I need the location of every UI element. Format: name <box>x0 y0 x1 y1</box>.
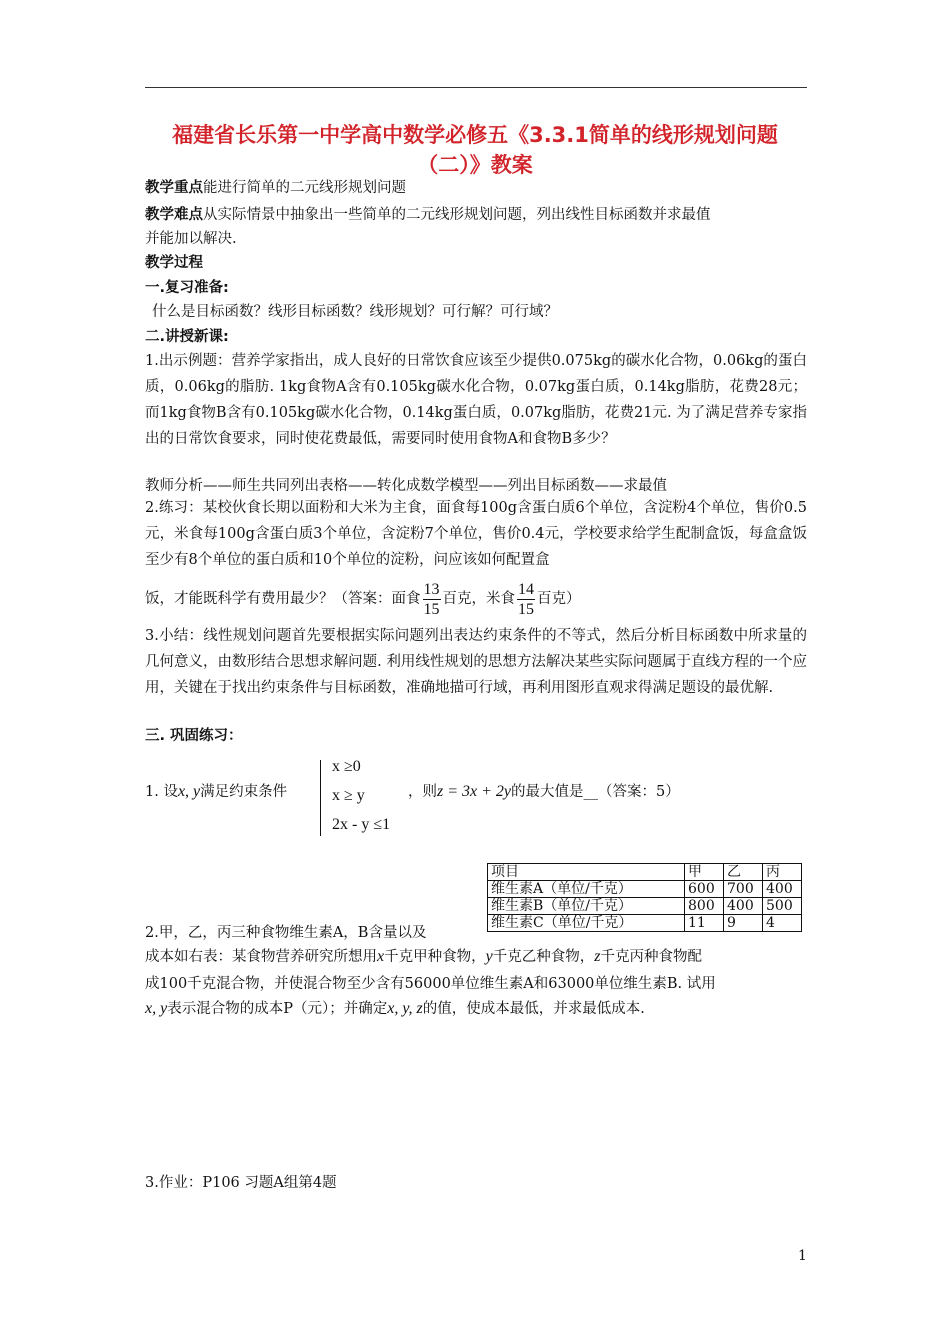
q2-var-z: z <box>594 948 601 965</box>
process-heading: 教学过程 <box>145 255 203 271</box>
fraction-13-15 <box>423 580 441 619</box>
teaching-focus <box>145 178 406 198</box>
section1-heading: 一.复习准备: <box>145 280 229 296</box>
q2-line3: 成100千克混合物，并使混合物至少含有56000单位维生素A和63000单位维生素B. 试用 <box>145 976 716 992</box>
table-cell: 11 <box>685 915 724 932</box>
q1-suffix: 的最大值是__（答案：5） <box>511 784 680 800</box>
table-cell: 600 <box>685 881 724 898</box>
q2-line2-d: 千克丙种食物配 <box>600 949 702 965</box>
table-row <box>488 898 802 915</box>
q2-line1: 2.甲，乙，丙三种食物维生素A，B含量以及 <box>145 925 427 941</box>
table-cell: 400 <box>724 898 763 915</box>
q2-vars-xy: x, y <box>145 1000 168 1017</box>
constraint-2: x ≥ y <box>332 787 365 804</box>
q2-line2-c: 千克乙种食物， <box>492 949 595 965</box>
table-header-cell: 项目 <box>488 864 685 881</box>
constraint-3: 2x - y ≤1 <box>332 816 391 833</box>
table-row <box>488 881 802 898</box>
practice-answer-b: 百克，米食 <box>442 591 515 607</box>
teacher-analysis: 教师分析——师生共同列出表格——转化成数学模型——列出目标函数——求最值 <box>145 478 667 494</box>
table-header-cell: 丙 <box>763 864 802 881</box>
q2-line2-a: 成本如右表：某食物营养研究所想用 <box>145 949 377 965</box>
q2-line2-b: 千克甲种食物， <box>384 949 486 965</box>
focus-label: 教学重点 <box>145 180 203 196</box>
practice-answer-a: 饭，才能既科学有费用最少？（答案：面食 <box>145 591 421 607</box>
section2-heading: 二.讲授新课: <box>145 329 229 345</box>
header-rule <box>145 87 807 88</box>
table-header-row <box>488 864 802 881</box>
q1-prefix-line <box>145 782 287 802</box>
q2-var-x: x <box>377 948 385 965</box>
q2-var-y: y <box>485 948 493 965</box>
vitamin-table <box>487 863 802 932</box>
doc-title-line1: 福建省长乐第一中学高中数学必修五《3.3.1简单的线形规划问题 <box>172 123 778 147</box>
fraction-1-numerator: 13 <box>423 580 440 598</box>
section1-text: 什么是目标函数？线形目标函数？线形规划？可行解？可行域？ <box>152 304 558 320</box>
q2-line4-a: 表示混合物的成本P（元）；并确定 <box>167 1001 388 1017</box>
table-header-cell: 乙 <box>724 864 763 881</box>
fraction-1-denominator: 15 <box>423 600 440 618</box>
table-cell: 维生素B（单位/千克） <box>488 898 685 915</box>
q2-line4 <box>145 999 645 1019</box>
table-header-cell: 甲 <box>685 864 724 881</box>
table-cell: 700 <box>724 881 763 898</box>
fraction-2-numerator: 14 <box>518 580 534 598</box>
doc-title-line2: （二）》教案 <box>417 153 533 177</box>
difficulty-label: 教学难点 <box>145 207 203 223</box>
example-paragraph: 1.出示例题：营养学家指出，成人良好的日常饮食应该至少提供0.075kg的碳水化合物，0.06kg的蛋白质，0.06kg的脂肪. 1kg食物A含有0.105kg碳水化合物，0.07kg蛋白质，0.14kg脂肪，花费28元；而1kg食物B含有0.105kg碳水化合物，0.14kg蛋白质，0.07kg脂肪，花费21元. 为了满足营养专家指出的日常饮食要求，同时使花费最低，需要同时使用食物A和食物B多少？ <box>145 353 807 447</box>
q2-line4-b: 的值，使成本最低，并求最低成本. <box>422 1001 645 1017</box>
fraction-14-15 <box>517 580 535 619</box>
q2-line2 <box>145 947 702 967</box>
teaching-difficulty <box>145 205 711 225</box>
table-cell: 维生素C（单位/千克） <box>488 915 685 932</box>
fraction-2-denominator: 15 <box>518 600 534 618</box>
practice-answer-line <box>145 576 581 622</box>
page-number: 1 <box>798 1248 807 1264</box>
table-cell: 500 <box>763 898 802 915</box>
summary-paragraph: 3.小结：线性规划问题首先要根据实际问题列出表达约束条件的不等式，然后分析目标函数中所求量的几何意义，由数形结合思想求解问题. 利用线性规划的思想方法解决某些实际问题属于直线方程的一个应用，关键在于找出约束条件与目标函数，准确地描可行域，再利用图形直观求得满足题设的最优解. <box>145 628 807 696</box>
table-cell: 9 <box>724 915 763 932</box>
table-row <box>488 915 802 932</box>
q2-vars-xyz: x, y, z <box>387 1000 423 1017</box>
practice-answer-c: 百克） <box>537 591 581 607</box>
q1-then: ，则 <box>408 784 437 800</box>
table-cell: 400 <box>763 881 802 898</box>
table-cell: 800 <box>685 898 724 915</box>
homework: 3.作业：P106 习题A组第4题 <box>145 1175 337 1191</box>
table-cell: 维生素A（单位/千克） <box>488 881 685 898</box>
q1-objective: z = 3x + 2y <box>437 783 512 800</box>
difficulty-text-cont: 并能加以解决. <box>145 231 237 247</box>
constraint-1: x ≥0 <box>332 758 361 775</box>
table-cell: 4 <box>763 915 802 932</box>
focus-text: 能进行简单的二元线形规划问题 <box>203 180 406 196</box>
difficulty-text: 从实际情景中抽象出一些简单的二元线形规划问题，列出线性目标函数并求最值 <box>203 207 711 223</box>
q1-tail <box>408 782 680 802</box>
q1-prefix: 1. 设 <box>145 784 178 800</box>
section3-heading: 三. 巩固练习： <box>145 728 243 744</box>
practice-paragraph: 2.练习：某校伙食长期以面粉和大米为主食，面食每100g含蛋白质6个单位，含淀粉4个单位，售价0.5元，米食每100g含蛋白质3个单位，含淀粉7个单位，售价0.4元，学校要求给学生配制盒饭，每盒盒饭至少有8个单位的蛋白质和10个单位的淀粉，问应该如何配置盒 <box>145 500 807 568</box>
q1-mid: 满足约束条件 <box>200 784 288 800</box>
q1-vars: x, y <box>177 783 201 800</box>
